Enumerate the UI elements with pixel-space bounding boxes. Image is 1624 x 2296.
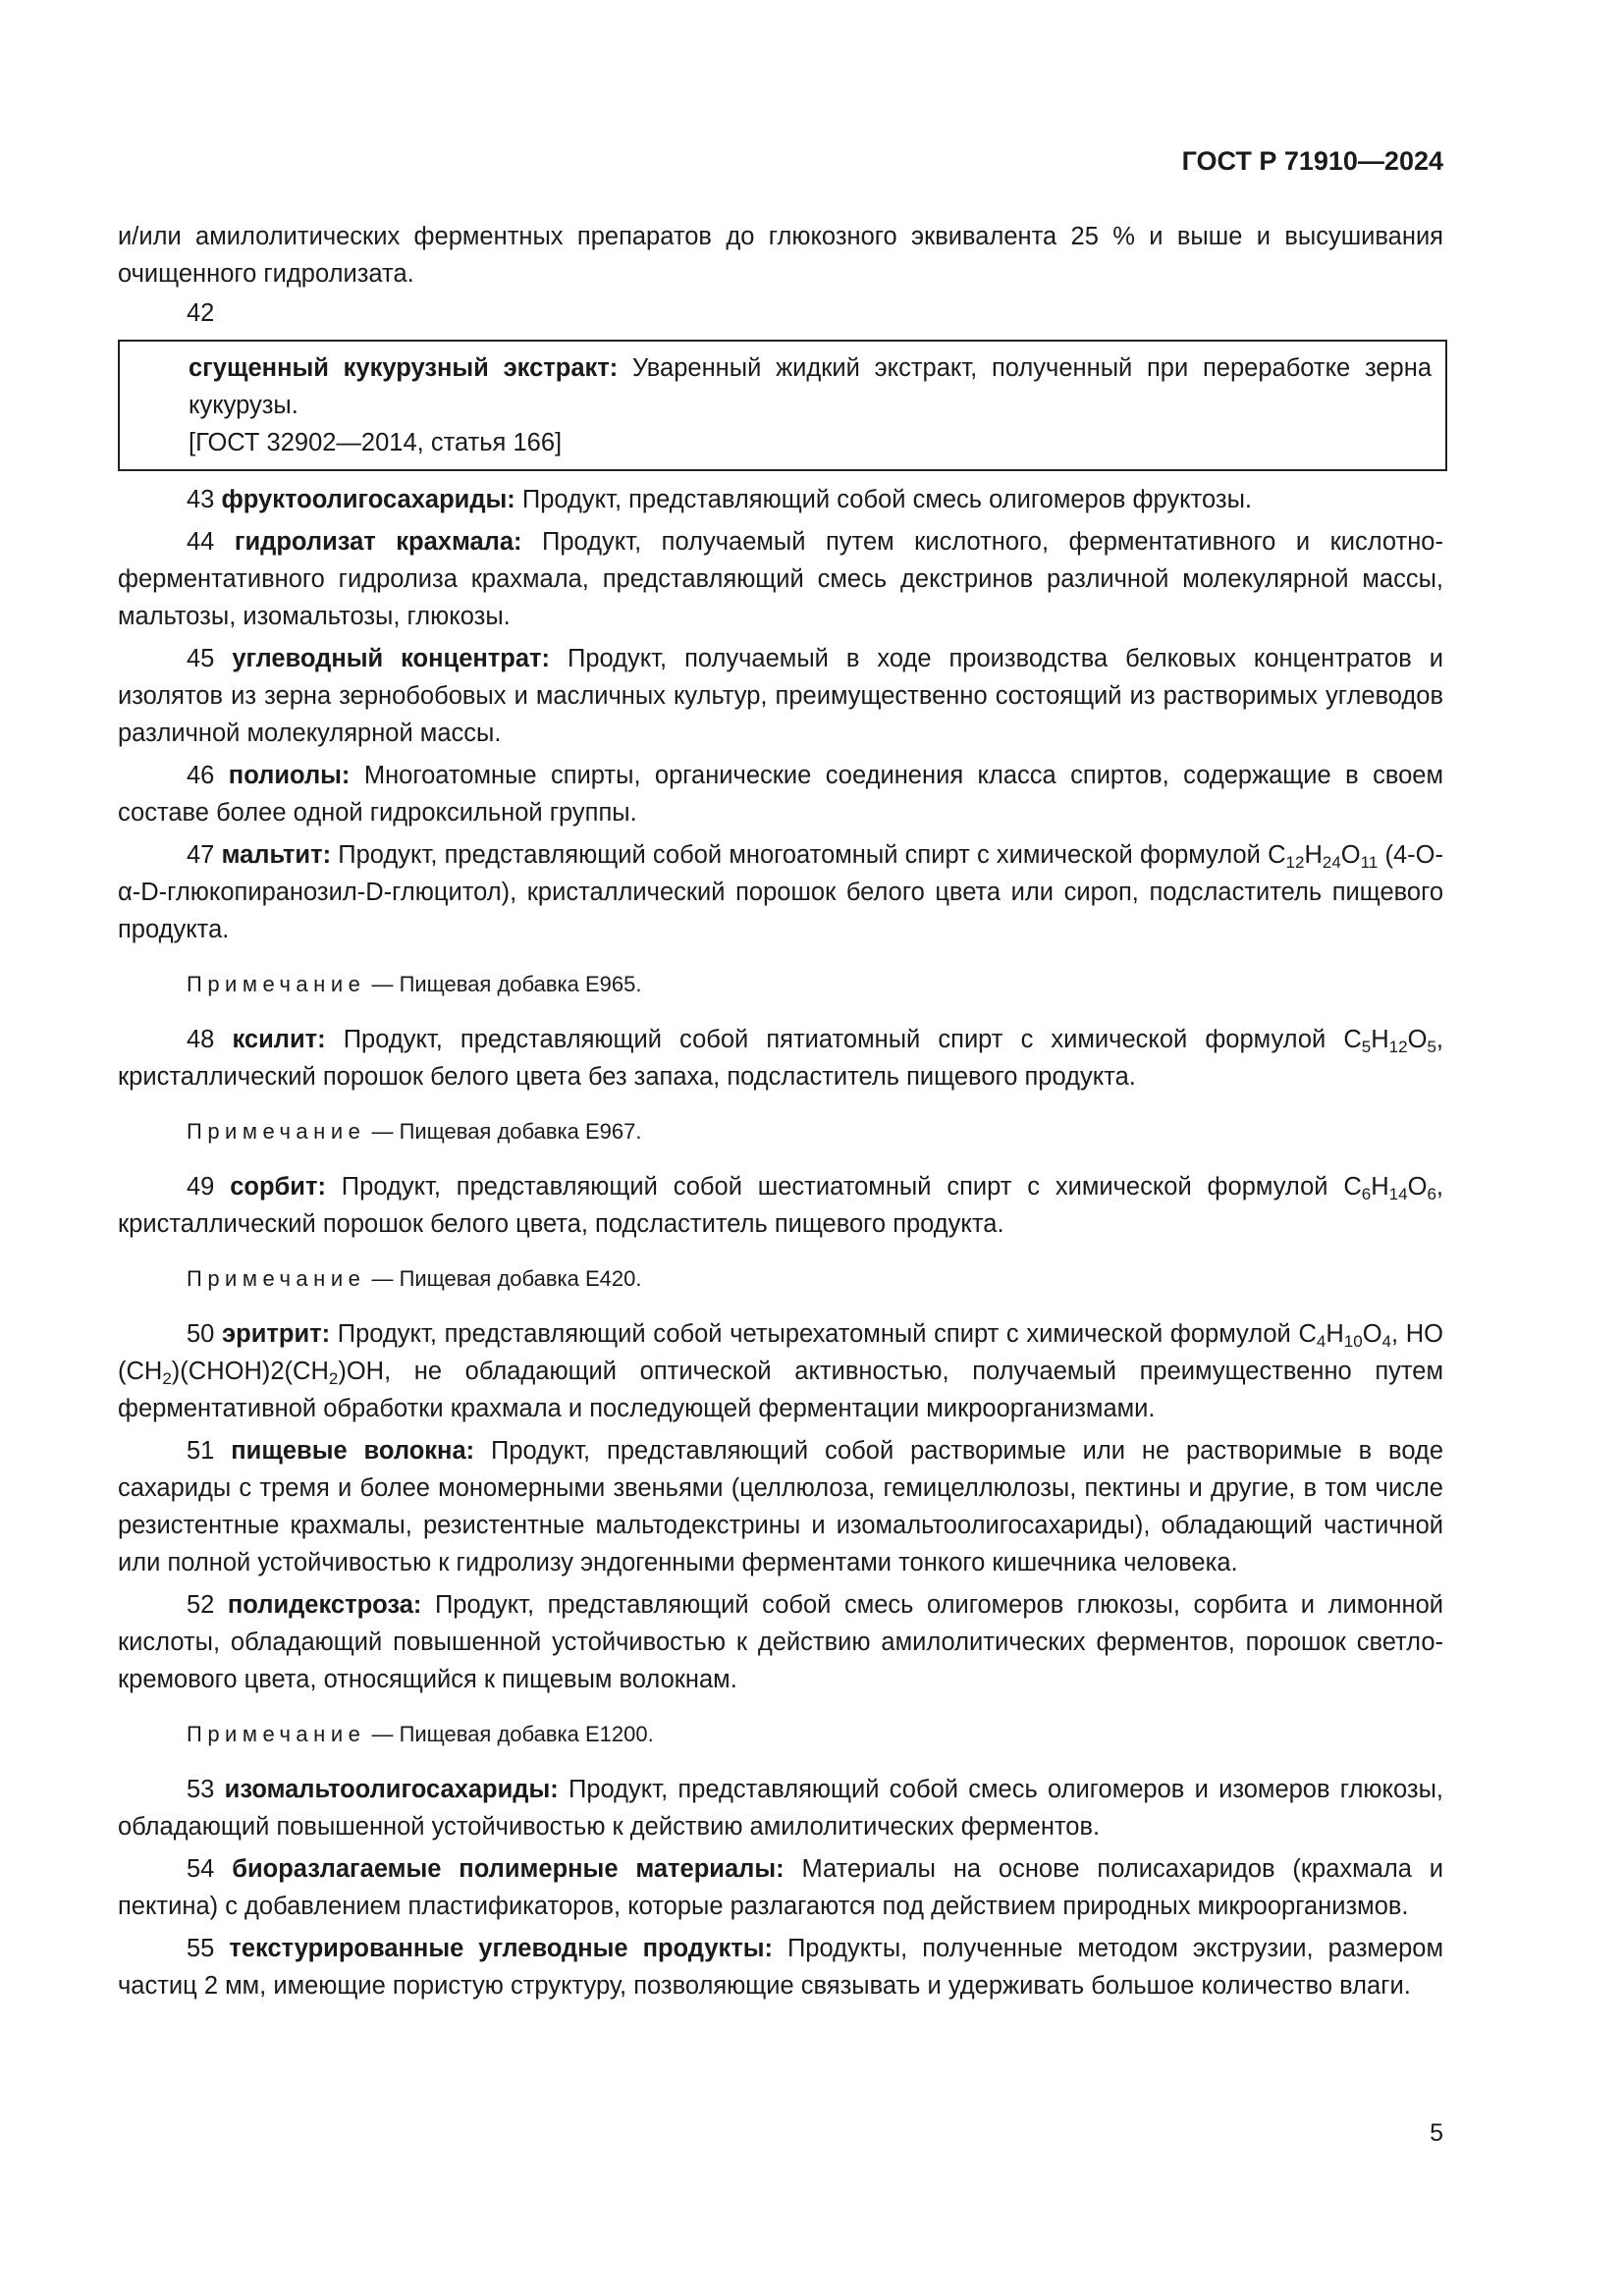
term-42-name: сгущенный кукурузный экстракт: <box>189 354 619 382</box>
term-47-formula: $C_{12}H_{24}O_{11}$ <box>1268 841 1379 872</box>
term-53-text: Продукт, представляющий собой смесь олигомеров и изомеров глюкозы, обладающий повышенной устойчивостью к действию амилолитических ферментов. <box>118 1776 1443 1841</box>
term-51-number: 51 <box>187 1437 215 1465</box>
term-53 <box>118 1771 1443 1845</box>
term-53-name: изомальтоолигосахариды: <box>224 1776 559 1803</box>
term-48 <box>118 1021 1443 1095</box>
term-44 <box>118 523 1443 635</box>
term-50-number: 50 <box>187 1320 215 1348</box>
term-48-text-a: Продукт, представляющий собой пятиатомный спирт с химической формулой <box>325 1026 1344 1053</box>
term-47-text-b: (4-О-α-D-глюкопиранозил-D-глюцитол), кристаллический порошок белого цвета или сироп, подсластитель пищевого продукта. <box>118 841 1443 943</box>
note-48 <box>118 1117 1443 1147</box>
term-46-number: 46 <box>187 762 215 789</box>
term-47-text-a: Продукт, представляющий собой многоатомный спирт с химической формулой <box>331 841 1269 869</box>
document-identifier: ГОСТ Р 71910—2024 <box>1181 146 1443 176</box>
term-54 <box>118 1850 1443 1925</box>
term-52-text: Продукт, представляющий собой смесь олигомеров глюкозы, сорбита и лимонной кислоты, обладающий повышенной устойчивостью к действию амилолитических ферментов, порошок светло-кремового цвета, относящийся к пищевым волокнам. <box>118 1591 1444 1693</box>
term-45-text: Продукт, получаемый в ходе производства белковых концентратов и изолятов из зерна зернобобовых и масличных культур, преимущественно состоящий из растворимых углеводов различной молекулярной массы. <box>118 645 1443 747</box>
term-44-number: 44 <box>187 528 215 556</box>
term-50-text-a: Продукт, представляющий собой четырехатомный спирт с химической формулой <box>330 1320 1299 1348</box>
term-48-number: 48 <box>187 1026 215 1053</box>
term-49-formula: $C_6H_{14}O_6$ <box>1343 1173 1436 1203</box>
term-42-source: [ГОСТ 32902—2014, статья 166] <box>189 429 563 456</box>
term-54-text: Материалы на основе полисахаридов (крахмала и пектина) с добавлением пластификаторов, которые разлагаются под действием природных микроорганизмов. <box>118 1855 1443 1920</box>
term-47-name: мальтит: <box>221 841 332 869</box>
term-52-name: полидекстроза: <box>227 1591 422 1619</box>
term-44-text: Продукт, получаемый путем кислотного, ферментативного и кислотно-ферментативного гидролиза крахмала, представляющий смесь декстринов различной молекулярной массы, мальтозы, изомальтозы, глюкозы. <box>118 528 1443 630</box>
note-label: Примечание <box>187 1119 366 1144</box>
term-50-text-b: , не обладающий оптической активностью, получаемый преимущественно путем ферментативной обработки крахмала и последующей ферментации микроорганизмами. <box>118 1358 1443 1422</box>
term-54-name: биоразлагаемые полимерные материалы: <box>232 1855 785 1883</box>
term-48-text-b: , кристаллический порошок белого цвета без запаха, подсластитель пищевого продукта. <box>118 1026 1443 1091</box>
term-53-number: 53 <box>187 1776 215 1803</box>
term-45-name: углеводный концентрат: <box>232 645 551 672</box>
quoted-term-box <box>118 340 1447 471</box>
term-44-name: гидролизат крахмала: <box>234 528 522 556</box>
term-50-name: эритрит: <box>222 1320 331 1348</box>
term-46 <box>118 757 1443 831</box>
note-47-text: — Пищевая добавка Е965. <box>365 972 642 996</box>
term-43-text: Продукт, представляющий собой смесь олигомеров фруктозы. <box>514 486 1253 513</box>
document-body <box>118 218 1443 2004</box>
term-54-number: 54 <box>187 1855 215 1883</box>
term-51-text: Продукт, представляющий собой растворимые или не растворимые в воде сахариды с тремя и более мономерными звеньями (целлюлоза, гемицеллюлозы, пектины и другие, в том числе резистентные крахмалы, резистентные мальтодекстрины и изомальтоолигосахариды), обладающий частичной или полной устойчивостью к гидролизу эндогенными ферментами тонкого кишечника человека. <box>118 1437 1443 1576</box>
note-47 <box>118 970 1443 999</box>
term-55-number: 55 <box>187 1935 215 1962</box>
note-52-text: — Пищевая добавка Е1200. <box>365 1722 654 1746</box>
term-47 <box>118 836 1443 948</box>
term-45 <box>118 640 1443 752</box>
term-48-name: ксилит: <box>232 1026 326 1053</box>
term-49-name: сорбит: <box>230 1173 326 1201</box>
term-49-text-a: Продукт, представляющий собой шестиатомный спирт с химической формулой <box>325 1173 1344 1201</box>
note-49 <box>118 1264 1443 1294</box>
term-51-name: пищевые волокна: <box>231 1437 475 1465</box>
term-49 <box>118 1168 1443 1243</box>
note-49-text: — Пищевая добавка Е420. <box>365 1266 642 1291</box>
term-number-42: 42 <box>187 299 215 327</box>
term-43-name: фруктоолигосахариды: <box>221 486 515 513</box>
note-52 <box>118 1720 1443 1749</box>
term-52-number: 52 <box>187 1591 215 1619</box>
term-49-text-b: , кристаллический порошок белого цвета, подсластитель пищевого продукта. <box>118 1173 1443 1238</box>
term-52 <box>118 1586 1443 1698</box>
term-55-text: Продукты, полученные методом экструзии, размером частиц 2 мм, имеющие пористую структуру, позволяющие связывать и удерживать большое количество влаги. <box>118 1935 1443 2000</box>
term-49-number: 49 <box>187 1173 215 1201</box>
term-47-number: 47 <box>187 841 215 869</box>
term-55 <box>118 1930 1443 2004</box>
note-label: Примечание <box>187 972 366 996</box>
continuation-paragraph: и/или амилолитических ферментных препаратов до глюкозного эквивалента 25 % и выше и высушивания очищенного гидролизата. <box>118 223 1443 288</box>
term-50-formula: $C_4H_{10}O_4$, HO $(CH_2)(CHOH)2(CH_2)OH$ <box>118 1320 1443 1388</box>
term-45-number: 45 <box>187 645 215 672</box>
page-number: 5 <box>1430 2119 1443 2147</box>
term-42-definition <box>120 349 1432 424</box>
note-48-text: — Пищевая добавка Е967. <box>365 1119 642 1144</box>
term-43-number: 43 <box>187 486 215 513</box>
note-label: Примечание <box>187 1722 366 1746</box>
term-46-name: полиолы: <box>228 762 351 789</box>
term-50 <box>118 1315 1443 1427</box>
term-51 <box>118 1432 1443 1581</box>
term-43 <box>118 481 1443 518</box>
term-42-text: Уваренный жидкий экстракт, полученный при переработке зерна кукурузы. <box>189 354 1432 419</box>
term-46-text: Многоатомные спирты, органические соединения класса спиртов, содержащие в своем составе более одной гидроксильной группы. <box>118 762 1443 827</box>
term-48-formula: $C_5H_{12}O_5$ <box>1343 1026 1436 1056</box>
term-55-name: текстурированные углеводные продукты: <box>229 1935 773 1962</box>
note-label: Примечание <box>187 1266 366 1291</box>
